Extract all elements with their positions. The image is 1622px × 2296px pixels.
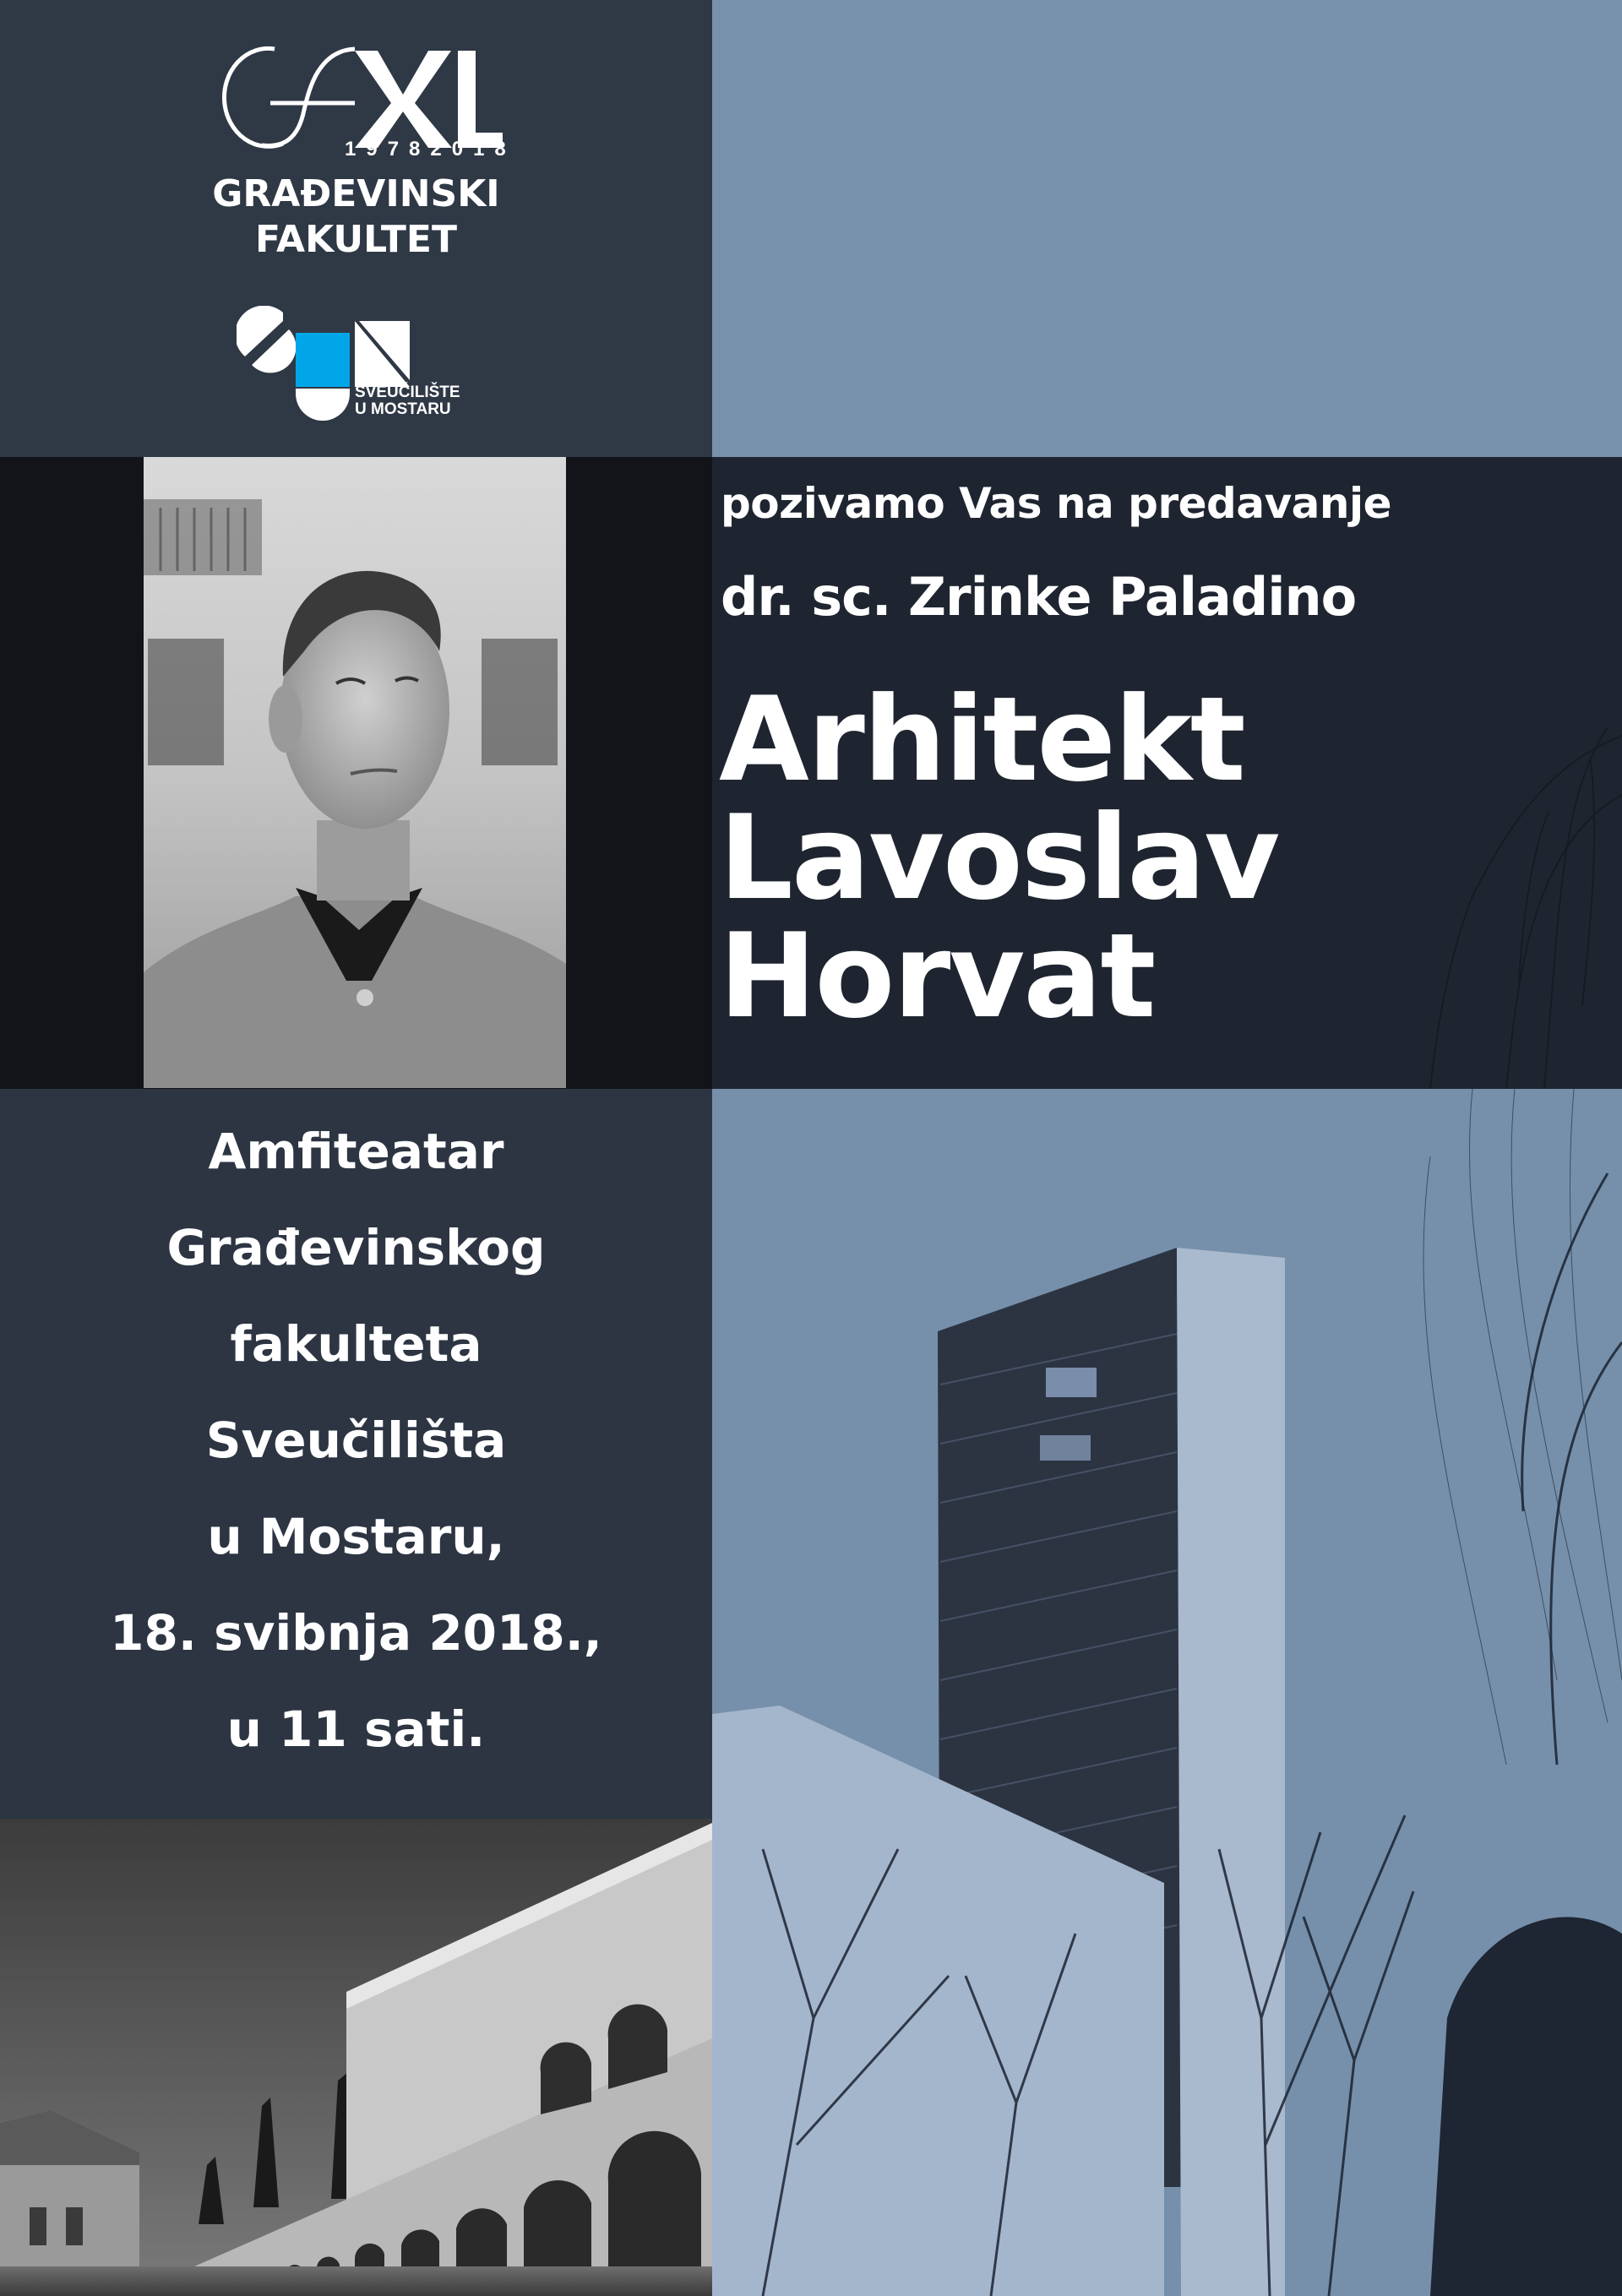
portrait-photo	[144, 457, 566, 1088]
portrait-band	[0, 457, 712, 1089]
tower-image-icon	[712, 1089, 1622, 2296]
university-name	[355, 384, 460, 418]
faculty-line2: FAKULTET	[255, 218, 457, 261]
portrait-image-icon	[144, 457, 566, 1088]
faculty-line1: GRAĐEVINSKI	[212, 172, 500, 215]
title-line-1: Arhitekt	[719, 672, 1244, 808]
logo-block	[0, 0, 712, 457]
university-line1: SVEUČILIŠTE	[355, 384, 460, 401]
lecturer-name: dr. sc. Zrinke Paladino	[721, 566, 1357, 628]
venue-line-5: u Mostaru,	[207, 1508, 505, 1565]
title-line-2: Lavoslav	[719, 790, 1279, 926]
tower-building-photo	[712, 1089, 1622, 2296]
top-right-color-block	[712, 0, 1622, 457]
title-band	[712, 457, 1622, 1089]
invite-text: pozivamo Vas na predavanje	[721, 479, 1392, 528]
venue-time: u 11 sati.	[226, 1700, 486, 1758]
venue-line-3: fakulteta	[230, 1315, 482, 1373]
venue-date: 18. svibnja 2018.,	[110, 1604, 602, 1662]
university-line2: U MOSTARU	[355, 400, 451, 418]
logo-years: 19782018	[345, 138, 516, 161]
venue-line-1: Amfiteatar	[208, 1123, 504, 1180]
venue-line-4: Sveučilišta	[205, 1412, 507, 1469]
venue-line-2: Građevinskog	[166, 1219, 546, 1276]
arcade-building-photo	[0, 1819, 712, 2296]
faculty-name	[0, 171, 712, 263]
venue-info-block	[0, 1089, 712, 1819]
arcade-image-icon	[0, 1819, 712, 2296]
title-line-3: Horvat	[719, 908, 1155, 1044]
